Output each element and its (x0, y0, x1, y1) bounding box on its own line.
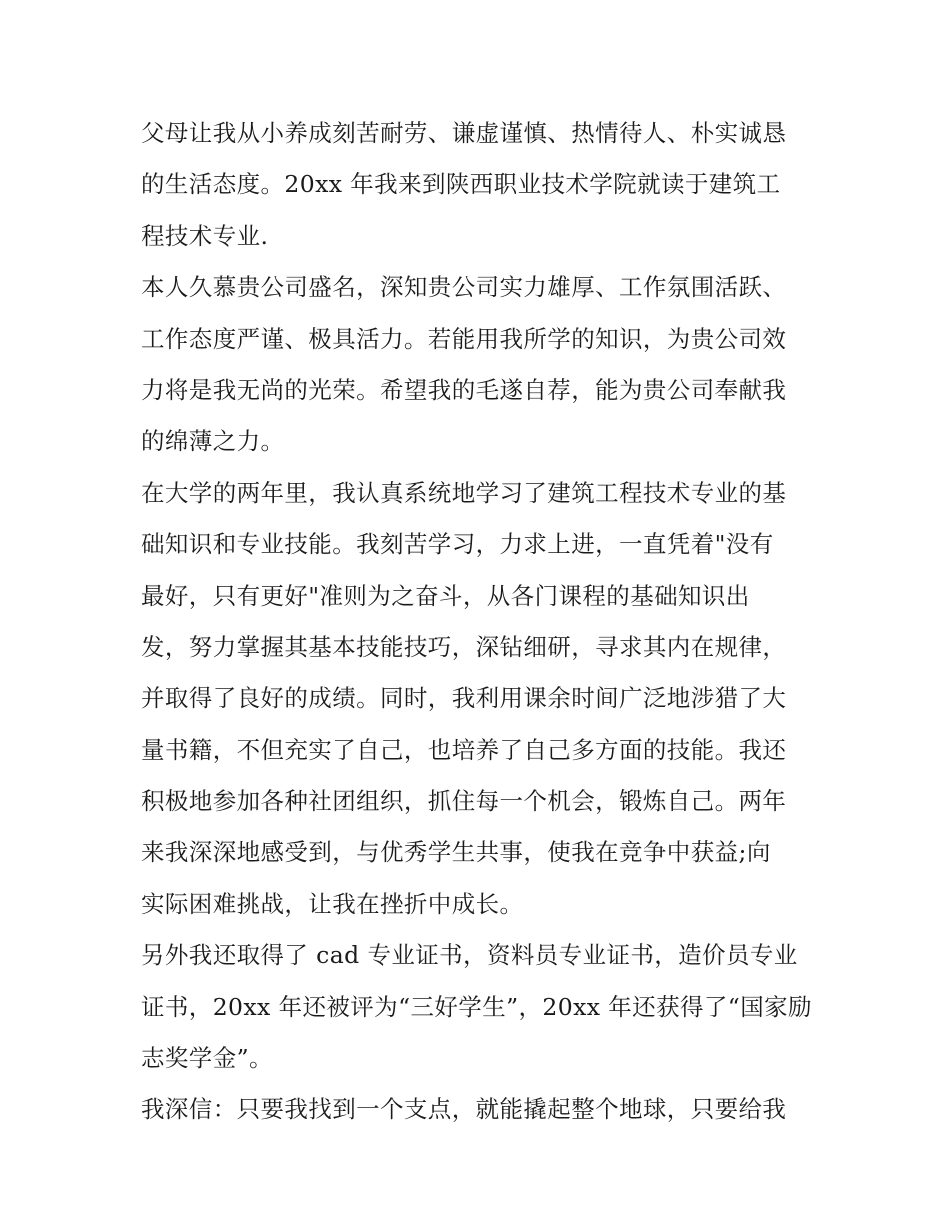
text-line: 积极地参加各种社团组织，抓住每一个机会，锻炼自己。两年 (141, 787, 787, 816)
text-line: 来我深深地感受到，与优秀学生共事，使我在竞争中获益;向 (141, 838, 771, 867)
text-line: 并取得了良好的成绩。同时，我利用课余时间广泛地涉猎了大 (141, 684, 787, 713)
text-line: 量书籍，不但充实了自己，也培养了自己多方面的技能。我还 (141, 735, 787, 764)
text-line: 的生活态度。20xx 年我来到陕西职业技术学院就读于建筑工 (141, 170, 781, 199)
text-line: 实际困难挑战，让我在挫折中成长。 (141, 889, 524, 918)
text-line: 础知识和专业技能。我刻苦学习，力求上进，一直凭着"没有 (141, 530, 774, 559)
text-line: 证书，20xx 年还被评为“三好学生”，20xx 年还获得了“国家励 (141, 992, 812, 1021)
text-line: 志奖学金”。 (141, 1044, 273, 1073)
text-line: 另外我还取得了 cad 专业证书，资料员专业证书，造价员专业 (141, 941, 798, 970)
text-line: 力将是我无尚的光荣。希望我的毛遂自荐，能为贵公司奉献我 (141, 375, 787, 404)
text-line: 父母让我从小养成刻苦耐劳、谦虚谨慎、热情待人、朴实诚恳 (141, 119, 787, 147)
text-line: 在大学的两年里，我认真系统地学习了建筑工程技术专业的基 (141, 478, 787, 507)
text-line: 工作态度严谨、极具活力。若能用我所学的知识，为贵公司效 (141, 324, 787, 353)
text-line: 的绵薄之力。 (141, 427, 285, 456)
text-line: 程技术专业. (141, 221, 269, 250)
text-line: 发，努力掌握其基本技能技巧，深钻细研，寻求其内在规律， (141, 632, 787, 661)
document-body (141, 108, 821, 1136)
text-line: 最好，只有更好"准则为之奋斗，从各门课程的基础知识出 (141, 581, 750, 610)
text-line: 我深信：只要我找到一个支点，就能撬起整个地球，只要给我 (141, 1095, 787, 1124)
text-line: 本人久慕贵公司盛名，深知贵公司实力雄厚、工作氛围活跃、 (141, 273, 787, 302)
